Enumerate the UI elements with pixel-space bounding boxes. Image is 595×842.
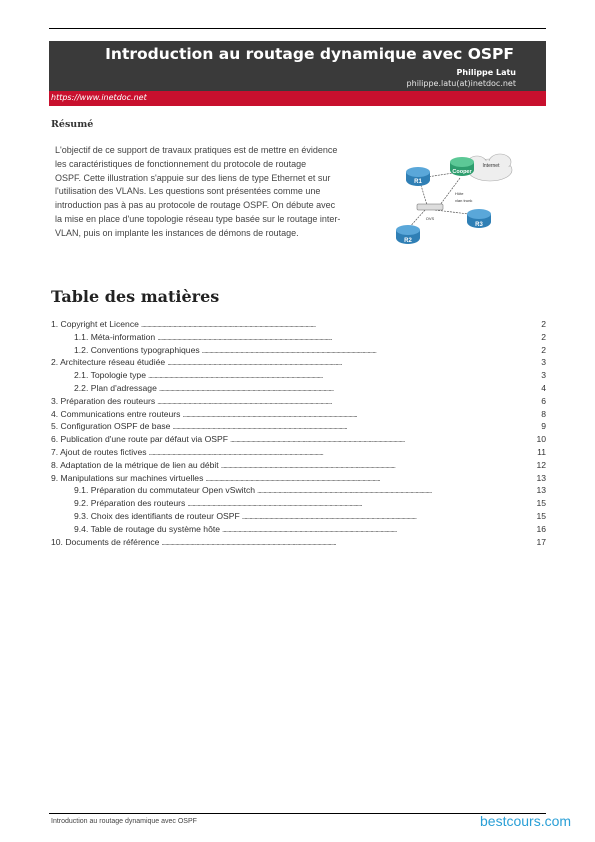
- abstract-line: L'objectif de ce support de travaux pratiques est de mettre en évidence: [55, 145, 338, 155]
- toc-entry-link[interactable]: [51, 523, 546, 536]
- router-r3-icon: [467, 209, 491, 228]
- toc-entry-page: 8: [528, 408, 546, 421]
- toc-leader-dots: [182, 408, 528, 421]
- toc-leader-dots: [172, 420, 528, 433]
- table-of-contents: [51, 318, 546, 548]
- abstract-line: l'utilisation des VLANs. Les questions sont présentées comme une: [55, 186, 321, 197]
- switch-label: OVS: [425, 216, 435, 221]
- toc-entry-label: 2.2. Plan d'adressage: [51, 382, 159, 395]
- toc-leader-dots: [257, 484, 528, 497]
- router-r1-icon: [406, 167, 430, 186]
- toc-entry-link[interactable]: [51, 356, 546, 369]
- toc-entry-page: 9: [528, 420, 546, 433]
- toc-entry-label: 1. Copyright et Licence: [51, 319, 139, 329]
- toc-entry-page: 2: [528, 331, 546, 344]
- toc-leader-dots: [157, 331, 528, 344]
- toc-entry-page: 2: [528, 344, 546, 357]
- trunk-label: vlan trunk: [455, 198, 473, 203]
- toc-leader-dots: [167, 356, 528, 369]
- toc-entry-page: 3: [528, 369, 546, 382]
- site-url-link[interactable]: https://www.inetdoc.net: [51, 93, 147, 102]
- url-bar: [49, 91, 546, 106]
- toc-entry-link[interactable]: [51, 484, 546, 497]
- toc-entry-link[interactable]: [51, 497, 546, 510]
- toc-entry-page: 13: [528, 484, 546, 497]
- abstract-line: introduction pas à pas au protocole de routage OSPF. On débute avec: [55, 200, 336, 211]
- toc-leader-dots: [187, 497, 528, 510]
- abstract-heading: Résumé: [51, 119, 94, 130]
- switch-icon: [417, 204, 443, 221]
- document-header: [49, 41, 546, 91]
- internet-label: Internet: [482, 163, 500, 169]
- toc-entry-link[interactable]: [51, 536, 546, 549]
- toc-entry-page: 3: [528, 356, 546, 369]
- toc-entry-page: 17: [528, 536, 546, 549]
- toc-entry-label: 9.4. Table de routage du système hôte: [51, 523, 222, 536]
- toc-entry-label: 8. Adaptation de la métrique de lien au débit: [51, 459, 219, 470]
- toc-entry-label: 9.3. Choix des identifiants de routeur OSPF: [51, 510, 242, 523]
- toc-entry-page: 15: [528, 497, 546, 510]
- router-r1-label: R1: [414, 179, 422, 185]
- abstract-line: les caractéristiques de fonctionnement du protocole de routage: [55, 158, 307, 169]
- abstract-line: VLAN, puis on implante les instances de démons de routage.: [55, 227, 299, 238]
- toc-entry-link[interactable]: [51, 420, 546, 433]
- toc-entry-link[interactable]: [51, 408, 546, 421]
- author-email: philippe.latu(at)inetdoc.net: [406, 79, 516, 88]
- toc-entry-link[interactable]: [51, 459, 546, 472]
- toc-entry-label: 1.1. Méta-information: [51, 331, 157, 344]
- toc-entry-link[interactable]: [51, 433, 546, 446]
- toc-entry-link[interactable]: [51, 510, 546, 523]
- toc-entry-label: 6. Publication d'une route par défaut via OSPF: [51, 434, 228, 445]
- toc-entry-link[interactable]: [51, 395, 546, 408]
- toc-entry-page: 13: [528, 472, 546, 485]
- toc-leader-dots: [242, 510, 528, 523]
- top-rule: [49, 28, 546, 29]
- toc-entry-page: 6: [528, 395, 546, 408]
- toc-leader-dots: [148, 369, 528, 382]
- toc-leader-dots: [221, 459, 528, 472]
- toc-leader-dots: [230, 433, 528, 446]
- toc-entry-page: 16: [528, 523, 546, 536]
- toc-entry-page: 4: [528, 382, 546, 395]
- abstract-text: [55, 144, 373, 241]
- toc-leader-dots: [161, 536, 528, 549]
- router-r2-label: R2: [404, 238, 412, 244]
- toc-heading: Table des matières: [51, 287, 220, 306]
- host-label: Hôte: [455, 191, 464, 196]
- toc-entry-link[interactable]: [51, 318, 546, 331]
- toc-entry-label: 2. Architecture réseau étudiée: [51, 357, 166, 368]
- toc-entry-label: 9.2. Préparation des routeurs: [51, 497, 187, 510]
- toc-entry-page: 15: [528, 510, 546, 523]
- toc-leader-dots: [222, 523, 528, 536]
- router-cooper-label: Cooper: [452, 169, 472, 175]
- abstract-line: OSPF. Cette illustration s'appuie sur des liens de type Ethernet et sur: [55, 172, 331, 183]
- toc-entry-page: 11: [528, 446, 546, 459]
- toc-entry-link[interactable]: [51, 331, 546, 344]
- toc-leader-dots: [157, 395, 528, 408]
- toc-entry-link[interactable]: [51, 472, 546, 485]
- abstract-line: la mise en place d'une topologie réseau type basée sur le routage inter-: [55, 213, 341, 224]
- toc-entry-page: 2: [528, 318, 546, 331]
- router-cooper-icon: [450, 157, 474, 176]
- toc-leader-dots: [141, 318, 528, 331]
- toc-leader-dots: [159, 382, 528, 395]
- toc-entry-page: 12: [528, 459, 546, 472]
- router-r3-label: R3: [475, 222, 483, 228]
- toc-leader-dots: [202, 344, 528, 357]
- toc-entry-label: 3. Préparation des routeurs: [51, 395, 156, 406]
- toc-leader-dots: [205, 472, 528, 485]
- toc-entry-label: 7. Ajout de routes fictives: [51, 446, 147, 457]
- network-topology-diagram: [385, 150, 520, 250]
- toc-leader-dots: [149, 446, 528, 459]
- footer-rule: [49, 813, 546, 814]
- toc-entry-label: 5. Configuration OSPF de base: [51, 421, 171, 432]
- toc-entry-link[interactable]: [51, 369, 546, 382]
- author-name: Philippe Latu: [456, 68, 516, 77]
- toc-entry-label: 1.2. Conventions typographiques: [51, 344, 202, 357]
- toc-entry-label: 2.1. Topologie type: [51, 369, 148, 382]
- toc-entry-link[interactable]: [51, 382, 546, 395]
- toc-entry-label: 10. Documents de référence: [51, 536, 160, 547]
- footer-title: Introduction au routage dynamique avec OSPF: [51, 818, 197, 825]
- toc-entry-label: 9.1. Préparation du commutateur Open vSwitch: [51, 484, 257, 497]
- toc-entry-page: 10: [528, 433, 546, 446]
- toc-entry-label: 4. Communications entre routeurs: [51, 408, 181, 419]
- toc-entry-link[interactable]: [51, 446, 546, 459]
- router-r2-icon: [396, 225, 420, 244]
- toc-entry-label: 9. Manipulations sur machines virtuelles: [51, 472, 204, 483]
- toc-entry-link[interactable]: [51, 344, 546, 357]
- watermark-link[interactable]: bestcours.com: [480, 813, 572, 829]
- document-title: Introduction au routage dynamique avec OSPF: [105, 45, 514, 63]
